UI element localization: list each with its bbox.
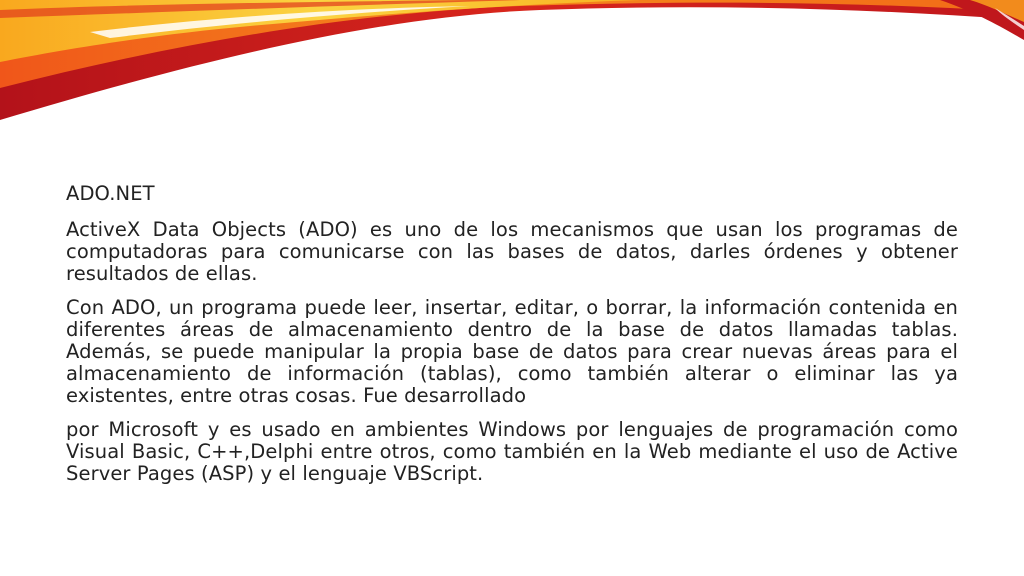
paragraph-ado-usage: por Microsoft y es usado en ambientes Windows por lenguajes de programación como Visual Basic, C++,Delphi entre otros, como también en la Web mediante el uso de Active Server Pages (ASP) y el lenguaje VBScript. xyxy=(66,418,958,485)
paragraph-ado-definition: ActiveX Data Objects (ADO) es uno de los mecanismos que usan los programas de computadoras para comunicarse con las bases de datos, darles órdenes y obtener resultados de ellas. xyxy=(66,218,958,285)
paragraph-ado-capabilities: Con ADO, un programa puede leer, insertar, editar, o borrar, la información contenida en diferentes áreas de almacenamiento dentro de la base de datos llamadas tablas. Además, se puede manipular la propia base de datos para crear nuevas áreas para el almacenamiento de información (tablas), como también alterar o eliminar las ya existentes, entre otras cosas. Fue desarrollado xyxy=(66,296,958,407)
slide-body xyxy=(66,183,958,497)
decorative-flame-swoosh xyxy=(0,0,1024,130)
slide-heading: ADO.NET xyxy=(66,182,155,205)
